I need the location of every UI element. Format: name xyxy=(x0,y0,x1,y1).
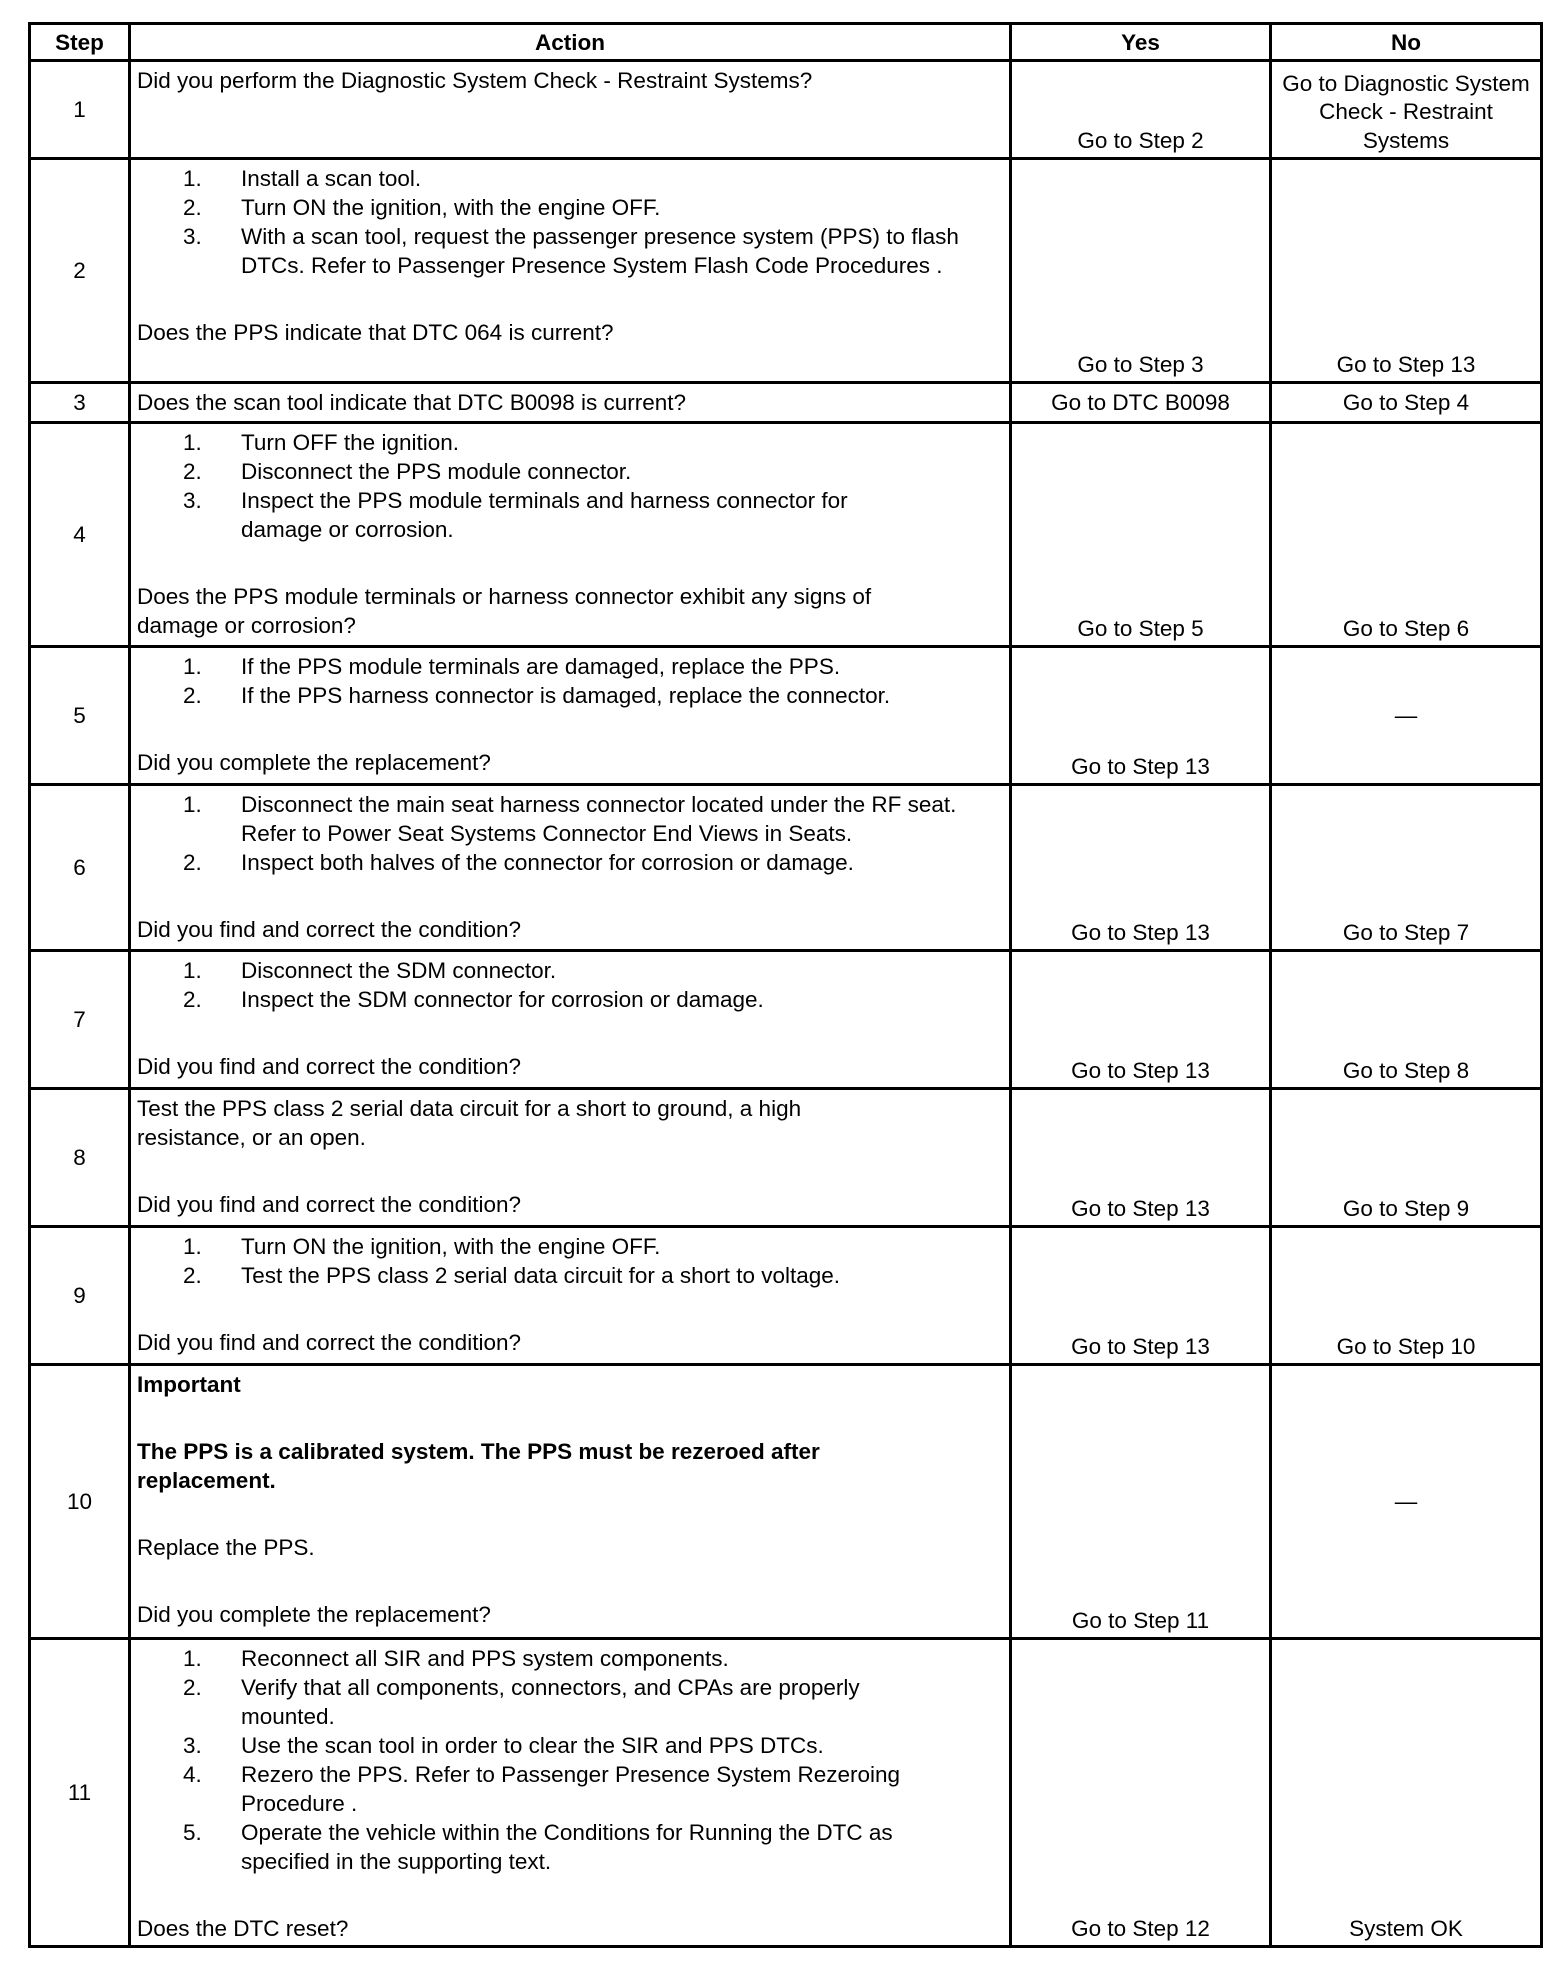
item-text: Inspect the PPS module terminals and harness connector for damage or corrosion. xyxy=(241,488,848,542)
step-number: 8 xyxy=(30,1089,130,1227)
item-number: 2. xyxy=(183,1263,202,1288)
action-steps xyxy=(137,1644,1003,1876)
no-cell: Go to Step 7 xyxy=(1271,785,1542,951)
item-number: 5. xyxy=(183,1820,202,1845)
item-number: 1. xyxy=(183,654,202,679)
table-row-step-1 xyxy=(30,61,1542,159)
table-row-step-4 xyxy=(30,423,1542,647)
header-yes: Yes xyxy=(1011,24,1271,61)
step-number: 5 xyxy=(30,647,130,785)
step-number: 10 xyxy=(30,1365,130,1639)
action-text: Test the PPS class 2 serial data circuit for a short to ground, a high resistance, or an open. xyxy=(137,1096,802,1150)
table-row-step-5 xyxy=(30,647,1542,785)
question-text: Did you find and correct the condition? xyxy=(137,1054,521,1079)
item-text: Test the PPS class 2 serial data circuit for a short to voltage. xyxy=(241,1263,841,1288)
table-row-step-2 xyxy=(30,159,1542,383)
list-item xyxy=(137,164,1003,193)
action-steps xyxy=(137,956,1003,1014)
no-cell: Go to Step 4 xyxy=(1271,383,1542,423)
no-cell: Go to Step 13 xyxy=(1271,159,1542,383)
action-steps xyxy=(137,652,1003,710)
list-item xyxy=(137,1818,1003,1876)
action-cell xyxy=(130,647,1011,785)
yes-cell: Go to Step 13 xyxy=(1011,1227,1271,1365)
item-number: 1. xyxy=(183,958,202,983)
item-number: 4. xyxy=(183,1762,202,1787)
diagnostic-table xyxy=(28,22,1543,1948)
list-item xyxy=(137,1673,1003,1731)
action-steps xyxy=(137,1232,1003,1290)
action-cell xyxy=(130,61,1011,159)
list-item xyxy=(137,428,1003,457)
action-steps xyxy=(137,790,1003,877)
item-number: 3. xyxy=(183,224,202,249)
item-number: 2. xyxy=(183,195,202,220)
list-item xyxy=(137,1261,1003,1290)
table-row-step-7 xyxy=(30,951,1542,1089)
item-text: With a scan tool, request the passenger presence system (PPS) to flash DTCs. Refer to Passenger Presence System Flash Code Procedures . xyxy=(241,224,959,278)
no-cell: — xyxy=(1271,1365,1542,1639)
yes-cell: Go to Step 5 xyxy=(1011,423,1271,647)
question-text: Did you complete the replacement? xyxy=(137,750,491,775)
yes-cell: Go to Step 13 xyxy=(1011,785,1271,951)
table-header-row xyxy=(30,24,1542,61)
diagnostic-page xyxy=(28,22,1540,1948)
action-text: Replace the PPS. xyxy=(137,1535,315,1560)
no-cell: Go to Diagnostic System Check - Restraint Systems xyxy=(1271,61,1542,159)
header-step: Step xyxy=(30,24,130,61)
question-text: Did you complete the replacement? xyxy=(137,1602,491,1627)
table-row-step-11 xyxy=(30,1639,1542,1947)
list-item xyxy=(137,1731,1003,1760)
item-number: 1. xyxy=(183,1234,202,1259)
step-number: 9 xyxy=(30,1227,130,1365)
step-number: 3 xyxy=(30,383,130,423)
item-number: 2. xyxy=(183,850,202,875)
action-cell xyxy=(130,951,1011,1089)
item-text: Rezero the PPS. Refer to Passenger Presence System Rezeroing Procedure . xyxy=(241,1762,901,1816)
item-text: Install a scan tool. xyxy=(241,166,422,191)
list-item xyxy=(137,848,1003,877)
item-text: Operate the vehicle within the Conditions for Running the DTC as specified in the supporting text. xyxy=(241,1820,893,1874)
item-number: 1. xyxy=(183,430,202,455)
list-item xyxy=(137,652,1003,681)
action-cell xyxy=(130,1639,1011,1947)
item-text: Disconnect the SDM connector. xyxy=(241,958,557,983)
question-text: Did you find and correct the condition? xyxy=(137,917,521,942)
step-number: 6 xyxy=(30,785,130,951)
item-text: Turn ON the ignition, with the engine OFF. xyxy=(241,1234,661,1259)
item-number: 1. xyxy=(183,792,202,817)
list-item xyxy=(137,1232,1003,1261)
question-text: Did you find and correct the condition? xyxy=(137,1330,521,1355)
question-text: Does the DTC reset? xyxy=(137,1916,349,1941)
step-number: 11 xyxy=(30,1639,130,1947)
table-row-step-8 xyxy=(30,1089,1542,1227)
item-number: 3. xyxy=(183,1733,202,1758)
question-text: Did you find and correct the condition? xyxy=(137,1192,521,1217)
step-number: 2 xyxy=(30,159,130,383)
important-title: Important xyxy=(137,1372,241,1397)
item-number: 1. xyxy=(183,166,202,191)
table-row-step-10 xyxy=(30,1365,1542,1639)
no-cell: Go to Step 10 xyxy=(1271,1227,1542,1365)
action-cell xyxy=(130,1227,1011,1365)
list-item xyxy=(137,790,1003,848)
item-number: 2. xyxy=(183,683,202,708)
item-text: Verify that all components, connectors, and CPAs are properly mounted. xyxy=(241,1675,860,1729)
action-steps xyxy=(137,428,1003,544)
step-number: 4 xyxy=(30,423,130,647)
action-cell xyxy=(130,159,1011,383)
action-text: Did you perform the Diagnostic System Check - Restraint Systems? xyxy=(137,68,813,93)
no-cell: — xyxy=(1271,647,1542,785)
yes-cell: Go to Step 13 xyxy=(1011,951,1271,1089)
yes-cell: Go to Step 3 xyxy=(1011,159,1271,383)
list-item xyxy=(137,956,1003,985)
yes-cell: Go to Step 11 xyxy=(1011,1365,1271,1639)
item-text: Reconnect all SIR and PPS system components. xyxy=(241,1646,729,1671)
item-text: Inspect the SDM connector for corrosion or damage. xyxy=(241,987,764,1012)
action-cell xyxy=(130,1089,1011,1227)
no-cell: Go to Step 9 xyxy=(1271,1089,1542,1227)
action-cell xyxy=(130,423,1011,647)
item-number: 2. xyxy=(183,987,202,1012)
step-number: 1 xyxy=(30,61,130,159)
table-row-step-3 xyxy=(30,383,1542,423)
item-text: If the PPS module terminals are damaged, replace the PPS. xyxy=(241,654,841,679)
no-cell: Go to Step 8 xyxy=(1271,951,1542,1089)
item-text: Disconnect the main seat harness connector located under the RF seat. Refer to Power Seat Systems Connector End Views in Seats. xyxy=(241,792,957,846)
table-row-step-6 xyxy=(30,785,1542,951)
table-row-step-9 xyxy=(30,1227,1542,1365)
question-text: Does the PPS indicate that DTC 064 is current? xyxy=(137,320,614,345)
list-item xyxy=(137,457,1003,486)
yes-cell: Go to Step 12 xyxy=(1011,1639,1271,1947)
step-number: 7 xyxy=(30,951,130,1089)
yes-cell: Go to Step 2 xyxy=(1011,61,1271,159)
list-item xyxy=(137,681,1003,710)
yes-cell: Go to Step 13 xyxy=(1011,647,1271,785)
action-text: Does the scan tool indicate that DTC B0098 is current? xyxy=(137,390,687,415)
no-cell: System OK xyxy=(1271,1639,1542,1947)
header-no: No xyxy=(1271,24,1542,61)
item-text: Turn OFF the ignition. xyxy=(241,430,460,455)
list-item xyxy=(137,222,1003,280)
item-number: 1. xyxy=(183,1646,202,1671)
item-number: 2. xyxy=(183,1675,202,1700)
item-number: 2. xyxy=(183,459,202,484)
action-cell xyxy=(130,383,1011,423)
list-item xyxy=(137,1760,1003,1818)
action-steps xyxy=(137,164,1003,280)
list-item xyxy=(137,486,1003,544)
yes-cell: Go to Step 13 xyxy=(1011,1089,1271,1227)
important-text: The PPS is a calibrated system. The PPS must be rezeroed after replacement. xyxy=(137,1439,820,1493)
question-text: Does the PPS module terminals or harness connector exhibit any signs of damage or corrosion? xyxy=(137,584,872,638)
action-cell xyxy=(130,1365,1011,1639)
action-cell xyxy=(130,785,1011,951)
header-action: Action xyxy=(130,24,1011,61)
item-text: Use the scan tool in order to clear the SIR and PPS DTCs. xyxy=(241,1733,824,1758)
item-text: Inspect both halves of the connector for corrosion or damage. xyxy=(241,850,854,875)
no-cell: Go to Step 6 xyxy=(1271,423,1542,647)
item-text: If the PPS harness connector is damaged, replace the connector. xyxy=(241,683,891,708)
item-text: Turn ON the ignition, with the engine OFF. xyxy=(241,195,661,220)
yes-cell: Go to DTC B0098 xyxy=(1011,383,1271,423)
list-item xyxy=(137,193,1003,222)
item-number: 3. xyxy=(183,488,202,513)
list-item xyxy=(137,1644,1003,1673)
list-item xyxy=(137,985,1003,1014)
item-text: Disconnect the PPS module connector. xyxy=(241,459,632,484)
